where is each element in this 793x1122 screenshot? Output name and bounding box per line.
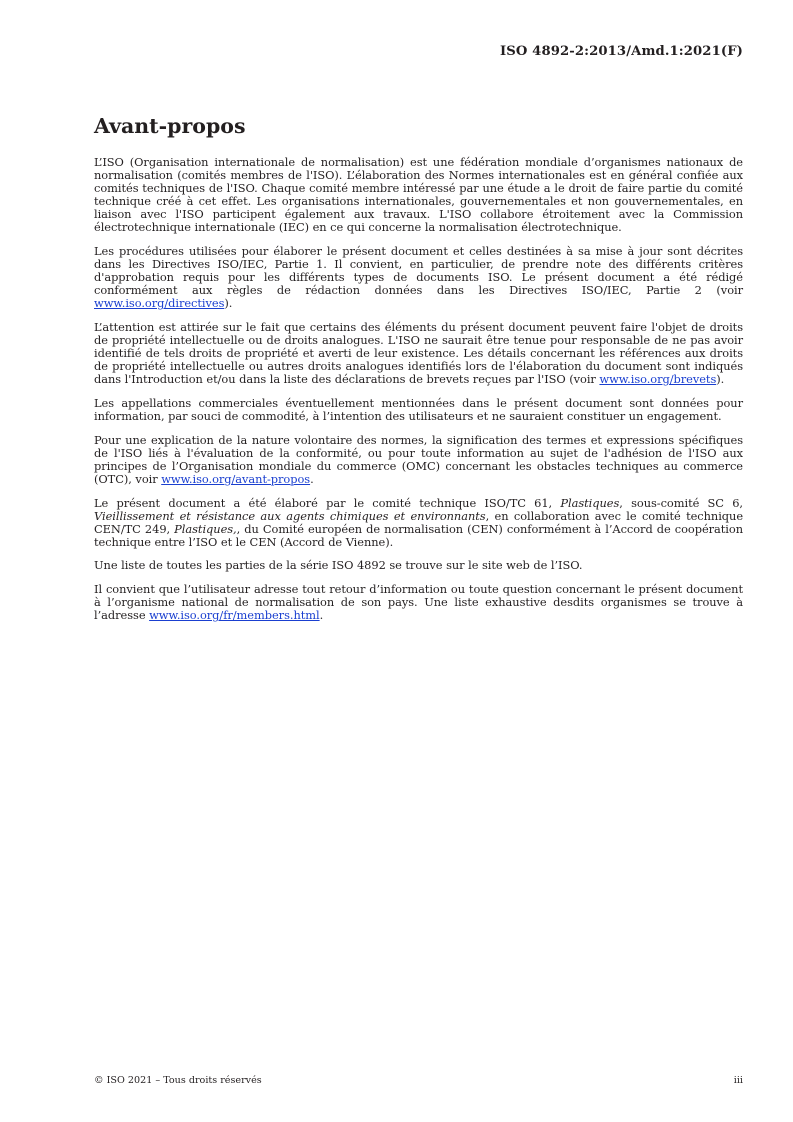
paragraph-text: Pour une explication de la nature volontaire des normes, la signification des termes et expressions spécifiques de l'ISO liés à l'évaluation de la conformité, ou pour toute information au sujet de l'adhésion de l'ISO aux principes de l’Organisation mondiale du commerce (OMC) concernant les obstacles techniques au commerce (OTC), voir	[94, 432, 743, 486]
paragraph-text: , sous-comité SC 6,	[619, 495, 743, 510]
paragraph-text: Le présent document a été élaboré par le comité technique ISO/TC 61,	[94, 495, 561, 510]
paragraph-text: , du Comité européen de normalisation (CEN) conformément à l’Accord de coopération technique entre l’ISO et le CEN (Accord de Vienne).	[94, 521, 743, 549]
paragraph-trade-names: Les appellations commerciales éventuellement mentionnées dans le présent document sont données pour information, par souci de commodité, à l’intention des utilisateurs et ne sauraient constituer un engagement.	[94, 396, 743, 424]
paragraph-text: L’attention est attirée sur le fait que certains des éléments du présent document peuvent faire l'objet de droits de propriété intellectuelle ou de droits analogues. L'ISO ne saurait être tenue pour responsable de ne pas avoir identifié de tels droits de propriété et averti de leur existence. Les détails concernant les références aux droits de propriété intellectuelle ou autres droits analogues identifiés lors de l'élaboration du document sont indiqués dans l'Introduction et/ou dans la liste des déclarations de brevets reçues par l'ISO (voir	[94, 320, 743, 387]
foreword-link[interactable]: www.iso.org/avant-propos	[161, 471, 311, 486]
paragraph-text: .	[310, 471, 314, 486]
paragraph-procedures	[94, 245, 743, 310]
directives-link[interactable]: www.iso.org/directives	[94, 296, 225, 311]
document-reference: ISO 4892-2:2013/Amd.1:2021(F)	[500, 44, 743, 59]
page-number: iii	[733, 1075, 743, 1086]
paragraph-series-list: Une liste de toutes les parties de la série ISO 4892 se trouve sur le site web de l’ISO.	[94, 558, 583, 573]
paragraph-feedback	[94, 583, 743, 622]
paragraph-text: .	[319, 608, 324, 623]
paragraph-text: Les procédures utilisées pour élaborer le présent document et celles destinées à sa mise à jour sont décrites dans les Directives ISO/IEC, Partie 1. Il convient, en particulier, de prendre note des différents critères d'approbation requis pour les différents types de documents ISO. Le présent document a été rédigé conformément aux règles de rédaction données dans les Directives ISO/IEC, Partie 2 (voir	[94, 244, 743, 298]
paragraph-iso-intro: L’ISO (Organisation internationale de normalisation) est une fédération mondiale d’organismes nationaux de normalisation (comités membres de l'ISO). L’élaboration des Normes internationales est en général confiée aux comités techniques de l'ISO. Chaque comité membre intéressé par une étude a le droit de faire partie du comité technique créé à cet effet. Les organisations internationales, gouvernementales et non gouvernementales, en liaison avec l'ISO participent également aux travaux. L'ISO collabore étroitement avec la Commission électrotechnique internationale (IEC) en ce qui concerne la normalisation électrotechnique.	[94, 155, 743, 235]
members-link[interactable]: www.iso.org/fr/members.html	[149, 608, 320, 623]
cen-committee-name: Plastiques,	[174, 521, 237, 536]
subcommittee-name: Vieillissement et résistance aux agents chimiques et environnants	[94, 508, 486, 523]
patents-link[interactable]: www.iso.org/brevets	[599, 372, 717, 387]
footer-copyright: © ISO 2021 – Tous droits réservés	[94, 1075, 262, 1086]
paragraph-patents	[94, 321, 743, 386]
paragraph-committee	[94, 497, 743, 549]
paragraph-text: Il convient que l’utilisateur adresse tout retour d’information ou toute question concernant le présent document à l’organisme national de normalisation de son pays. Une liste exhaustive desdits organismes se trouve à l’adresse	[94, 582, 743, 623]
page-title: Avant-propos	[94, 114, 246, 138]
committee-name: Plastiques	[560, 495, 620, 510]
paragraph-text: , en collaboration avec le comité technique CEN/TC 249,	[94, 508, 744, 536]
paragraph-text: ).	[224, 296, 233, 311]
document-body	[94, 156, 743, 633]
paragraph-text: ).	[716, 372, 725, 387]
paragraph-voluntary-nature	[94, 434, 743, 486]
